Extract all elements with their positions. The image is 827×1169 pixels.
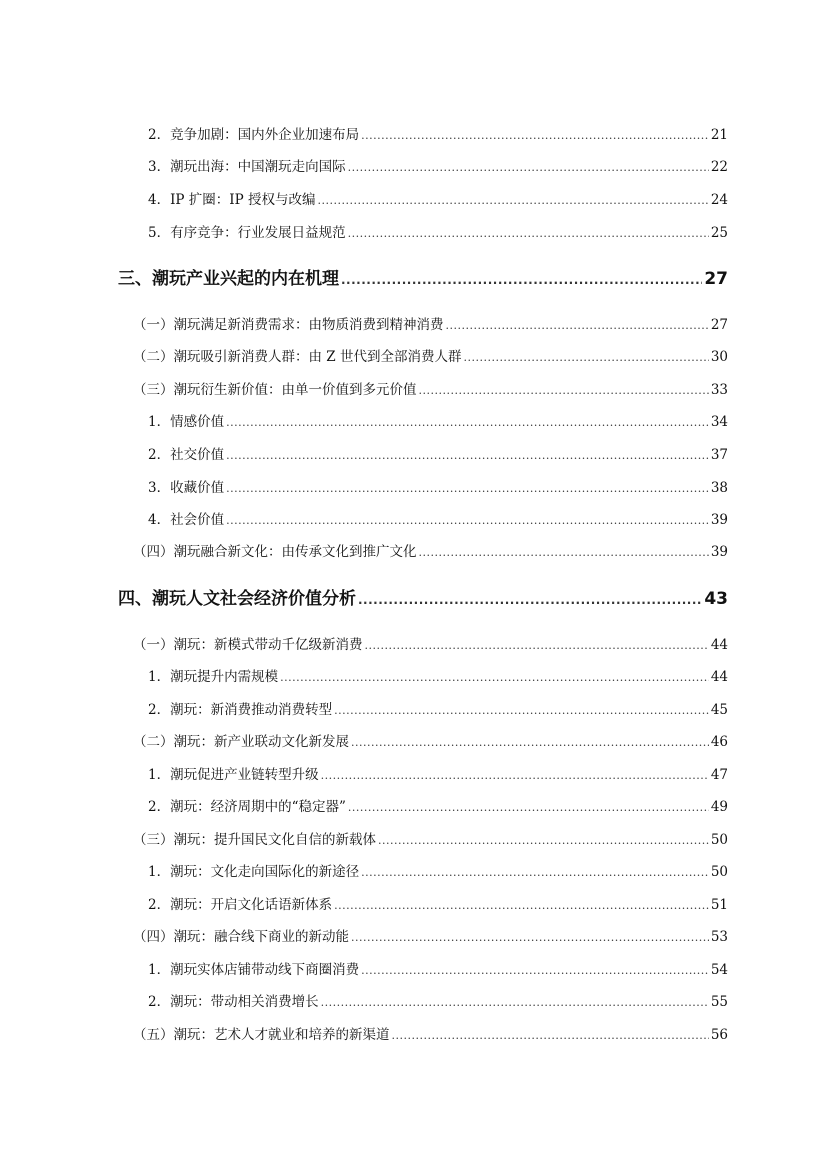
toc-entry-page: 39: [710, 512, 728, 528]
toc-entry[interactable]: [148, 701, 728, 720]
toc-entry[interactable]: [148, 479, 728, 498]
toc-leader-dots: [280, 669, 709, 687]
toc-leader-dots: [318, 192, 709, 210]
toc-entry-title: 5．有序竞争：行业发展日益规范: [148, 225, 346, 241]
toc-entry-title: （三）潮玩衍生新价值：由单一价值到多元价值: [133, 382, 417, 398]
toc-leader-dots: [392, 1027, 709, 1045]
toc-entry[interactable]: [148, 993, 728, 1012]
toc-entry-page: 47: [710, 767, 728, 783]
toc-entry-title: 2．竞争加剧：国内外企业加速布局: [148, 127, 360, 143]
toc-chapter-entry[interactable]: [118, 588, 728, 611]
toc-entry-title: （四）潮玩融合新文化：由传承文化到推广文化: [133, 544, 417, 560]
toc-entry[interactable]: [148, 158, 728, 177]
toc-leader-dots: [351, 734, 709, 752]
toc-entry[interactable]: [133, 831, 728, 850]
toc-leader-dots: [348, 225, 709, 243]
toc-entry-title: 3．收藏价值: [148, 480, 225, 496]
toc-entry[interactable]: [133, 733, 728, 752]
toc-leader-dots: [321, 767, 709, 785]
toc-entry-page: 55: [710, 994, 728, 1010]
toc-entry-title: （二）潮玩吸引新消费人群：由 Z 世代到全部消费人群: [133, 349, 462, 365]
toc-entry[interactable]: [148, 446, 728, 465]
toc-entry-page: 30: [710, 349, 728, 365]
toc-entry-title: 2．潮玩：开启文化话语新体系: [148, 897, 333, 913]
toc-entry[interactable]: [133, 543, 728, 562]
toc-entry[interactable]: [133, 1026, 728, 1045]
toc-entry-page: 54: [710, 962, 728, 978]
toc-entry[interactable]: [133, 636, 728, 655]
toc-leader-dots: [348, 799, 709, 817]
toc-entry[interactable]: [148, 224, 728, 243]
toc-entry-title: 1．潮玩提升内需规模: [148, 669, 279, 685]
toc-leader-dots: [334, 702, 709, 720]
toc-chapter-page: 43: [704, 589, 728, 609]
toc-entry[interactable]: [148, 798, 728, 817]
toc-leader-dots: [419, 382, 709, 400]
toc-entry-title: （五）潮玩：艺术人才就业和培养的新渠道: [133, 1027, 390, 1043]
toc-leader-dots: [334, 897, 709, 915]
toc-chapter-page: 27: [704, 269, 728, 289]
toc-entry[interactable]: [148, 896, 728, 915]
toc-entry[interactable]: [148, 191, 728, 210]
toc-entry-title: 1．潮玩促进产业链转型升级: [148, 767, 319, 783]
toc-chapter-title: 四、潮玩人文社会经济价值分析: [118, 589, 356, 609]
toc-leader-dots: [361, 127, 709, 145]
toc-entry-title: （一）潮玩满足新消费需求：由物质消费到精神消费: [133, 317, 444, 333]
toc-entry-title: 1．情感价值: [148, 414, 225, 430]
toc-leader-dots: [226, 480, 709, 498]
toc-entry[interactable]: [148, 863, 728, 882]
toc-entry[interactable]: [133, 316, 728, 335]
toc-leader-dots: [446, 317, 709, 335]
toc-entry-page: 34: [710, 414, 728, 430]
toc-entry-title: （二）潮玩：新产业联动文化新发展: [133, 734, 349, 750]
toc-entry[interactable]: [148, 126, 728, 145]
toc-leader-dots: [419, 544, 709, 562]
toc-entry-title: 1．潮玩实体店铺带动线下商圈消费: [148, 962, 360, 978]
toc-entry-page: 22: [710, 159, 728, 175]
toc-entry-page: 44: [710, 669, 728, 685]
toc-leader-dots: [341, 269, 702, 291]
toc-leader-dots: [361, 864, 709, 882]
toc-entry[interactable]: [148, 511, 728, 530]
toc-chapter-entry[interactable]: [118, 268, 728, 291]
toc-entry[interactable]: [148, 413, 728, 432]
toc-entry-title: 2．潮玩：经济周期中的“稳定器”: [148, 799, 346, 815]
toc-entry-title: （三）潮玩：提升国民文化自信的新载体: [133, 832, 376, 848]
toc-entry-page: 53: [710, 929, 728, 945]
toc-leader-dots: [365, 637, 709, 655]
toc-entry-page: 25: [710, 225, 728, 241]
toc-entry[interactable]: [148, 961, 728, 980]
toc-entry-page: 51: [710, 897, 728, 913]
toc-entry[interactable]: [133, 381, 728, 400]
toc-leader-dots: [226, 512, 709, 530]
toc-entry-page: 46: [710, 734, 728, 750]
toc-entry-page: 44: [710, 637, 728, 653]
toc-entry[interactable]: [148, 668, 728, 687]
toc-leader-dots: [321, 994, 709, 1012]
toc-leader-dots: [226, 447, 709, 465]
toc-entry-page: 45: [710, 702, 728, 718]
toc-leader-dots: [361, 962, 709, 980]
toc-entry-title: 1．潮玩：文化走向国际化的新途径: [148, 864, 360, 880]
toc-leader-dots: [351, 929, 709, 947]
toc-entry-page: 37: [710, 447, 728, 463]
toc-entry-title: 2．社交价值: [148, 447, 225, 463]
toc-entry-page: 38: [710, 480, 728, 496]
toc-entry-page: 56: [710, 1027, 728, 1043]
toc-entry[interactable]: [133, 928, 728, 947]
toc-entry-title: 2．潮玩：带动相关消费增长: [148, 994, 319, 1010]
toc-entry-page: 50: [710, 864, 728, 880]
toc-entry-page: 27: [710, 317, 728, 333]
toc-leader-dots: [463, 349, 708, 367]
toc-chapter-title: 三、潮玩产业兴起的内在机理: [118, 269, 339, 289]
toc-entry[interactable]: [133, 348, 728, 367]
toc-leader-dots: [348, 159, 709, 177]
toc-entry-title: 4．社会价值: [148, 512, 225, 528]
toc-entry-title: （四）潮玩：融合线下商业的新动能: [133, 929, 349, 945]
toc-entry-title: 2．潮玩：新消费推动消费转型: [148, 702, 333, 718]
toc-leader-dots: [226, 414, 709, 432]
toc-leader-dots: [378, 832, 709, 850]
toc-entry-page: 24: [710, 192, 728, 208]
toc-entry-page: 21: [710, 127, 728, 143]
toc-entry-page: 49: [710, 799, 728, 815]
toc-entry-page: 50: [710, 832, 728, 848]
toc-leader-dots: [358, 589, 702, 611]
toc-entry-title: （一）潮玩：新模式带动千亿级新消费: [133, 637, 363, 653]
toc-entry-title: 3．潮玩出海：中国潮玩走向国际: [148, 159, 346, 175]
toc-entry-page: 39: [710, 544, 728, 560]
toc-entry-title: 4．IP 扩圈：IP 授权与改编: [148, 192, 316, 208]
toc-entry-page: 33: [710, 382, 728, 398]
toc-entry[interactable]: [148, 766, 728, 785]
